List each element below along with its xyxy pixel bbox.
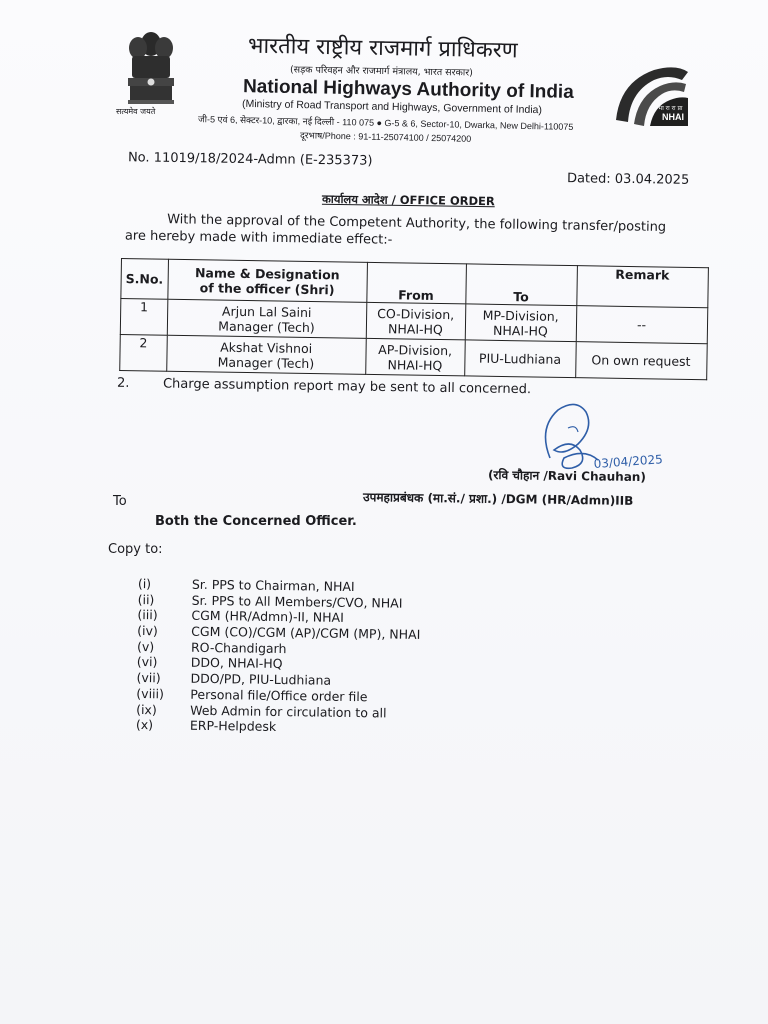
intro-line-1: With the approval of the Competent Authority, the following transfer/posting [167, 212, 667, 236]
header-name-line1: Name & Designation [194, 264, 340, 282]
org-phone: दूरभाष/Phone : 91-11-25074100 / 25074200 [299, 130, 472, 144]
signatory-designation: उपमहाप्रबंधक (मा.सं./ प्रशा.) /DGM (HR/Admn)IIB [362, 490, 634, 508]
signature-date: 03/04/2025 [593, 452, 664, 471]
list-item-text: Personal file/Office order file [190, 686, 368, 705]
row-from-line2: NHAI-HQ [387, 320, 443, 337]
list-item-number: (vi) [136, 654, 158, 670]
header-from: From [366, 262, 466, 304]
row-officer [167, 299, 367, 338]
list-item-text: DDO, NHAI-HQ [190, 655, 283, 672]
header-name-line2: of the officer (Shri) [199, 279, 335, 297]
paragraph-2 [117, 376, 531, 398]
row-remark: -- [576, 306, 708, 344]
signatory-name: (रवि चौहान /Ravi Chauhan) [487, 467, 646, 485]
row-sno: 1 [120, 299, 167, 336]
list-item-number: (viii) [136, 685, 165, 702]
emblem-motto: सत्यमेव जयते [116, 107, 156, 116]
nhai-logo-icon [610, 62, 692, 130]
header-remark: Remark [576, 266, 708, 308]
list-item-number: (i) [137, 576, 152, 592]
transfer-table [119, 258, 708, 380]
list-item-number: (v) [136, 638, 155, 654]
row-officer-name: Akshat Vishnoi [220, 339, 313, 356]
order-title: कार्यालय आदेश / OFFICE ORDER [321, 191, 495, 209]
list-item-number: (ix) [136, 701, 157, 717]
ministry-english: (Ministry of Road Transport and Highways, Government of India) [241, 97, 543, 117]
list-item-number: (iii) [137, 607, 158, 623]
header-sno: S.No. [121, 259, 168, 300]
row-from [366, 302, 466, 340]
list-item-number: (x) [135, 717, 154, 733]
row-to-line2: NHAI-HQ [492, 322, 548, 339]
row-from-line1: CO-Division, [377, 305, 455, 322]
row-officer-designation: Manager (Tech) [217, 354, 315, 371]
header-to: To [465, 264, 577, 306]
row-to-line1: MP-Division, [482, 307, 559, 324]
row-to-line1: PIU-Ludhiana [478, 350, 562, 367]
list-item-number: (ii) [137, 591, 155, 607]
row-officer [166, 335, 366, 374]
list-item-text: CGM (HR/Admn)-II, NHAI [191, 608, 344, 626]
order-date: Dated: 03.04.2025 [566, 171, 690, 188]
copy-to-label: Copy to: [108, 542, 163, 557]
list-item-number: (iv) [137, 623, 158, 639]
list-item-text: Sr. PPS to Chairman, NHAI [191, 576, 355, 595]
transfer-table-wrapper [119, 258, 708, 380]
list-item-text: DDO/PD, PIU-Ludhiana [190, 670, 332, 688]
org-address: जी-5 एवं 6, सेक्टर-10, द्वारका, नई दिल्ली - 110 075 ● G-5 & 6, Sector-10, Dwarka, New Delhi-110075 [197, 114, 574, 132]
intro-line-2: are hereby made with immediate effect:- [124, 228, 393, 248]
list-item [136, 717, 419, 737]
paragraph-2-number: 2. [116, 375, 130, 391]
row-to [464, 340, 576, 378]
row-from [365, 338, 465, 376]
row-remark: On own request [575, 342, 707, 380]
paragraph-2-text: Charge assumption report may be sent to all concerned. [162, 376, 532, 398]
org-name-hindi: भारतीय राष्ट्रीय राजमार्ग प्राधिकरण [247, 33, 518, 64]
row-from-line1: AP-Division, [378, 341, 453, 358]
row-officer-name: Arjun Lal Saini [221, 303, 312, 320]
to-label: To [113, 494, 127, 509]
row-from-line2: NHAI-HQ [387, 356, 443, 373]
list-item-text: Sr. PPS to All Members/CVO, NHAI [191, 592, 403, 611]
row-to [465, 304, 577, 342]
row-officer-designation: Manager (Tech) [218, 318, 315, 335]
list-item-text: CGM (CO)/CGM (AP)/CGM (MP), NHAI [191, 623, 421, 643]
intro-paragraph [125, 211, 695, 254]
list-item-number: (vii) [136, 670, 161, 686]
list-item-text: RO-Chandigarh [190, 639, 287, 656]
logo-text: NHAI [662, 112, 684, 122]
to-addressee: Both the Concerned Officer. [155, 514, 357, 529]
row-sno: 2 [120, 334, 167, 371]
logo-hindi-text: भा रा रा प्रा [658, 105, 683, 112]
copy-list [136, 576, 421, 737]
ministry-hindi: (सड़क परिवहन और राजमार्ग मंत्रालय, भारत सरकार) [289, 64, 473, 79]
list-item-text: Web Admin for circulation to all [190, 702, 387, 720]
order-number: No. 11019/18/2024-Admn (E-235373) [127, 150, 373, 169]
header-name [167, 259, 367, 302]
list-item-text: ERP-Helpdesk [189, 717, 277, 735]
org-name-english: National Highways Authority of India [242, 76, 574, 103]
